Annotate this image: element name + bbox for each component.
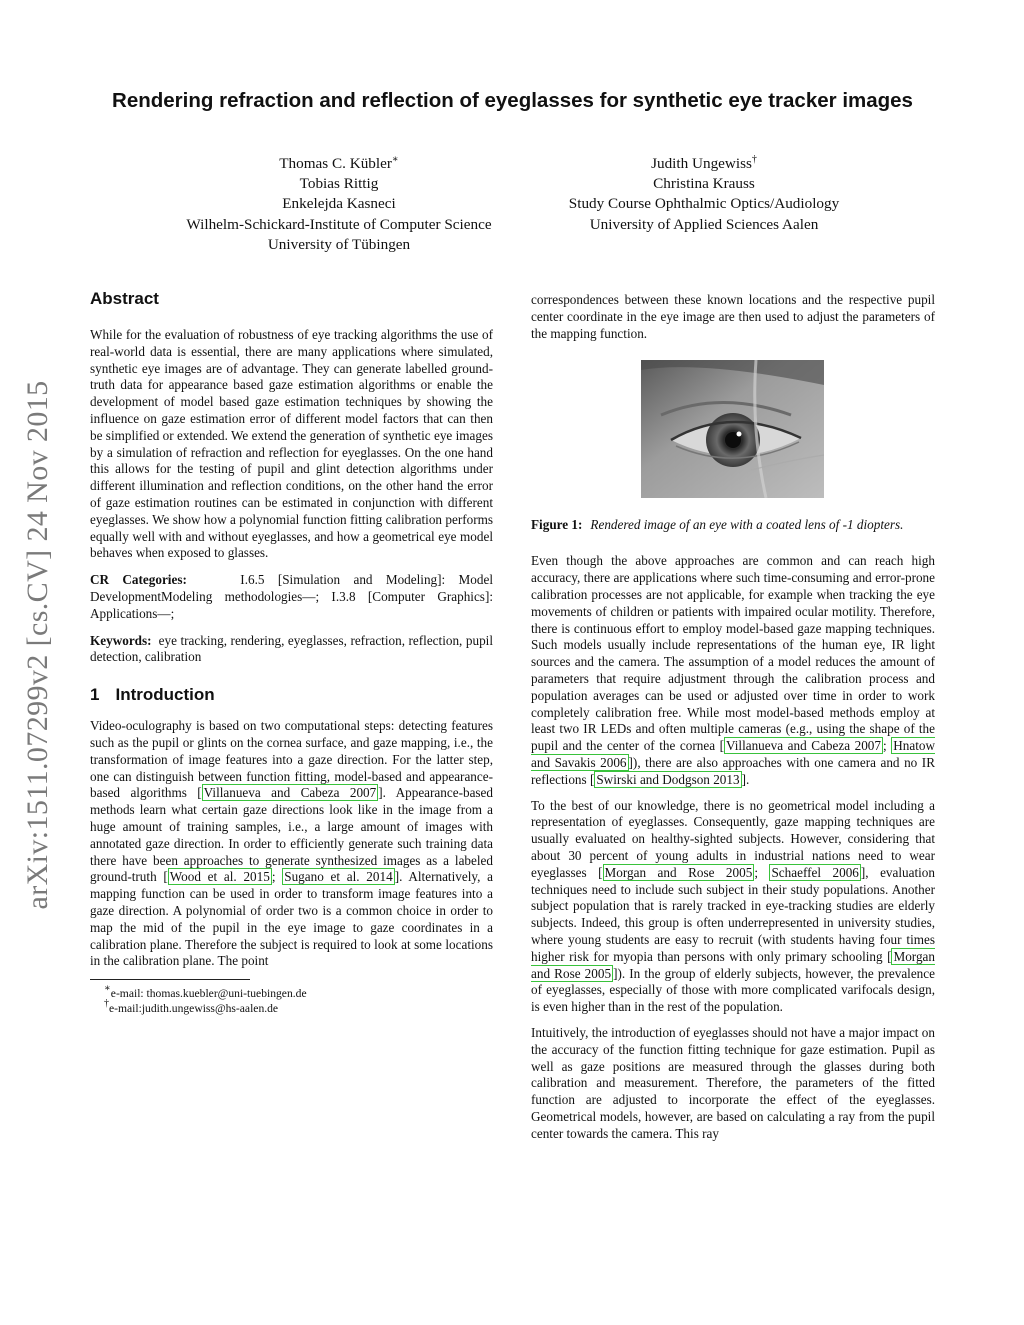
author-name: Enkelejda Kasneci xyxy=(282,195,396,213)
citation-link[interactable]: Hnatow and Savakis 2006 xyxy=(531,738,935,770)
footnote-rule xyxy=(90,979,250,980)
citation-link[interactable]: Swirski and Dodgson 2013 xyxy=(596,771,740,787)
author-name: Tobias Rittig xyxy=(299,175,379,193)
eye-rendering-image xyxy=(641,360,824,498)
authors-left xyxy=(150,154,528,255)
affiliation: University of Applied Sciences Aalen xyxy=(589,215,819,233)
body-paragraph-3: Intuitively, the introduction of eyeglasses should not have a major impact on the accuracy of the function fitting technique for gaze estimation. Pupil as well as gaze positions are measured through the glasses during both calibration and measurement. Therefore, the parameters of the fitted function are adjusted to incorporate the effect of the eyeglasses. Geometrical models, however, are based on calculating a ray from the pupil center towards the camera. This ray xyxy=(531,1024,935,1141)
citation-link[interactable]: Schaeffel 2006 xyxy=(771,864,859,880)
author-name: Judith Ungewiss† xyxy=(651,154,757,172)
citation-link[interactable]: Morgan and Rose 2005 xyxy=(604,864,753,880)
author-name: Thomas C. Kübler∗ xyxy=(279,154,399,172)
affiliation: Wilhelm-Schickard-Institute of Computer Science xyxy=(186,215,492,233)
paper-title: Rendering refraction and reflection of eyeglasses for synthetic eye tracker images xyxy=(112,89,913,112)
affiliation: University of Tübingen xyxy=(267,235,411,253)
footnote-2: †e-mail:judith.ungewiss@hs-aalen.de xyxy=(104,998,279,1016)
footnote-1: ∗e-mail: thomas.kuebler@uni-tuebingen.de xyxy=(104,983,307,1001)
body-paragraph-2: To the best of our knowledge, there is no geometrical model including a representation of eyeglasses. Consequently, gaze mapping techniques are usually evaluated on healthy-sighted subjects. However, considering that about 30 percent of young adults in industrial nations need to wear eyeglasses [ Morgan and Rose 2005 ; Schaeffel 2006 ], evaluation techniques need to include such subject in their study populations. Another subject population that is rarely tracked in eye-tracking studies are elderly subjects. Indeed, this group is often underrepresented in university studies, where young students are easy to recruit (with students having four times higher risk for myopia than persons with only primary schooling [ Morgan and Rose 2005 ]). In the group of elderly subjects, however, the prevalence of eyeglasses, especially of those with more complicated varifocals design, is even higher than in the rest of the population. xyxy=(531,797,935,1015)
left-column xyxy=(90,288,493,1016)
abstract-text: While for the evaluation of robustness of eye tracking algorithms the use of real-world data is essential, there are many applications where simulated, synthetic eye images are of advantage. They can generate labelled ground-truth data for appearance based gaze estimation algorithms or enable the development of model based gaze estimation techniques by showing the influence on gaze estimation error of different model factors that can then be simplified or extended. We extend the generation of synthetic eye images by a simulation of refraction and reflection for eyeglasses. On the one hand this allows for the testing of pupil and glint detection algorithms under different illumination and reflection conditions, on the other hand the error of gaze estimation routines can be estimated in conjunction with different eyeglasses. We show how a polynomial function fitting calibration performs equally well with and without eyeglasses, and how a geometrical eye model behaves when exposed to glasses. xyxy=(90,327,493,561)
arxiv-stamp: arXiv:1511.07299v2 [cs.CV] 24 Nov 2015 xyxy=(21,380,54,910)
figure-1 xyxy=(531,360,935,502)
citation-link[interactable]: Villanueva and Cabeza 2007 xyxy=(726,738,881,754)
citation-link[interactable]: Villanueva and Cabeza 2007 xyxy=(203,785,377,801)
figure-1-caption: Figure 1: Rendered image of an eye with a coated lens of -1 diopters. xyxy=(531,517,904,533)
intro-paragraph-1: Video-oculography is based on two computational steps: detecting features such as the pupil or glints on the cornea surface, and gaze mapping, i.e., the transformation of image features into a gaze direction. For the latter step, one can distinguish between function fitting, model-based and appearance-based algorithms [ Villanueva and Cabeza 2007 ]. Appearance-based methods learn what certain gaze directions look like in the image from a huge amount of training samples, i.e., a large amount of images with annotated gaze direction. In order to efficiently generate such training data there have been approaches to generate synthesized images as a labeled ground-truth [ Wood et al. 2015 ; Sugano et al. 2014 ]. Alternatively, a mapping function can be used in order to transform image features into a gaze direction. A polynomial of order two is a common choice in order to map the mid of the pupil in the eye image to gaze coordinates in a calibration plane. Therefore the subject is required to look at some locations in the calibration plane. The point xyxy=(90,718,493,969)
body-paragraph-1: Even though the above approaches are common and can reach high accuracy, there are applications where such time-consuming and error-prone calibration processes are not applicable, for example when tracking the eye movements of children or patients with impaired ocular motility. Therefore, there is continuous effort to employ model-based gaze mapping techniques. Such models usually include representations of the human eye, IR light sources and the camera. The assumption of a model reduces the amount of parameters that require adjustment through the calibration process and population averages can be used or adjusted over time in order to work completely calibration free. While most model-based methods employ at least two IR LEDs and often multiple cameras (e.g., using the shape of the pupil and the center of the cornea [ Villanueva and Cabeza 2007 ; Hnatow and Savakis 2006 ]), there are also approaches with one camera and no IR reflections [ Swirski and Dodgson 2013 ]. xyxy=(531,553,935,787)
eye-image-svg xyxy=(641,360,824,498)
paragraph-continued: correspondences between these known locations and the respective pupil center coordinate in the eye image are then used to adjust the parameters of the mapping function. xyxy=(531,292,935,341)
affiliation: Study Course Ophthalmic Optics/Audiology xyxy=(568,195,840,213)
author-name: Christina Krauss xyxy=(653,175,755,193)
citation-link[interactable]: Wood et al. 2015 xyxy=(169,869,270,885)
right-column xyxy=(531,292,935,1142)
cr-categories: CR Categories: I.6.5 [Simulation and Modeling]: Model DevelopmentModeling methodologies—; I.3.8 [Computer Graphics]: Applications—; xyxy=(90,572,493,621)
citation-link[interactable]: Morgan and Rose 2005 xyxy=(531,948,935,981)
abstract-heading: Abstract xyxy=(90,289,159,308)
keywords: Keywords: eye tracking, rendering, eyeglasses, refraction, reflection, pupil detection, calibration xyxy=(90,632,494,665)
citation-link[interactable]: Sugano et al. 2014 xyxy=(284,869,393,885)
authors-right xyxy=(538,154,870,235)
section-heading-introduction: 1 Introduction xyxy=(90,685,215,705)
